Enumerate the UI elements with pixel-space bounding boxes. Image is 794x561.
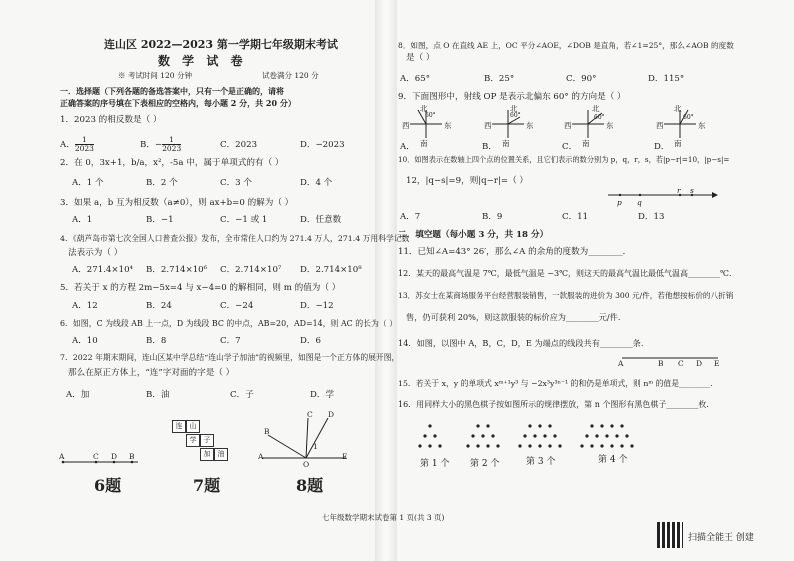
q6-option-b: B．8 <box>146 336 167 346</box>
q7-option-d: D．学 <box>310 390 335 400</box>
q1-a-fraction: $\frac{1}{2023}$ <box>74 135 94 153</box>
q1-option-b: B．− $\frac{1}{2023}$ <box>140 135 182 153</box>
fig10-label-r: r <box>677 186 681 195</box>
q8-option-a: A．65° <box>400 74 431 84</box>
q10-option-a: A．7 <box>400 212 421 222</box>
fig7-cell-xue: 学 <box>186 434 200 447</box>
fig9d-west: 西 <box>656 121 664 130</box>
q5-option-a: A．12 <box>72 301 98 311</box>
fig8-label-c: C <box>307 410 313 419</box>
q9-option-d: D． <box>654 142 670 152</box>
section1-heading-line2: 正确答案的序号填在下表相应的空格内，每小题 2 分，共 20 分） <box>60 98 296 108</box>
fig10-label-s: s <box>690 186 694 195</box>
fig6-label-a: A <box>59 452 65 461</box>
section2-heading: 二．填空题（每小题 3 分，共 18 分） <box>398 230 549 240</box>
qr-code-icon <box>657 522 683 548</box>
q2-option-c: C．3 个 <box>220 178 252 188</box>
q7-stem-line2: 那么在原正方体上，“连”字对面的字是（ ） <box>68 368 235 378</box>
q1-stem: 1．2023 的相反数是（ ） <box>60 115 162 125</box>
q10-stem-line1: 10．如图表示在数轴上四个点的位置关系，且它们表示的数分别为 p，q，r，s，若|p−r|=10，|p−s|= <box>398 155 730 164</box>
fig9b-north: 北 <box>510 104 518 113</box>
fig16-label-2: 第 2 个 <box>470 459 500 469</box>
q3-option-c: C．−1 或 1 <box>220 215 268 225</box>
fig6-label-b: B <box>129 452 135 461</box>
q10-option-b: B．9 <box>482 212 503 222</box>
q6-option-a: A．10 <box>72 336 98 346</box>
question-14: 14．如图，以图中 A，B，C，D，E 为端点的线段共有________条． <box>398 338 650 348</box>
fig14-label-b: B <box>658 359 664 368</box>
fig8-label-1: 1 <box>313 442 318 451</box>
fig14-label-c: C <box>678 359 684 368</box>
q2-option-d: D．4 个 <box>300 178 333 188</box>
fig7-caption: 7题 <box>193 476 221 495</box>
q8-option-c: C．90° <box>566 74 597 84</box>
fig9b-east: 东 <box>526 121 534 130</box>
fig9a-angle: 60° <box>425 112 436 119</box>
q10-option-d: D．13 <box>638 212 665 222</box>
q7-stem-line1: 7．2022 年期末期间，连山区某中学总结“连山学子加油”的视频里，如图是一个正方体的展开图， <box>60 353 400 362</box>
q3-option-b: B．−1 <box>146 215 174 225</box>
q1-option-a: A． $\frac{1}{2023}$ <box>60 135 94 153</box>
q4-option-a: A．271.4×10⁴ <box>72 265 133 275</box>
q3-option-d: D．任意数 <box>300 215 342 225</box>
fig16-pattern-3 <box>518 424 561 447</box>
fig9c-west: 西 <box>564 121 572 130</box>
fig9b-angle: 60° <box>510 112 521 119</box>
fig16-label-4: 第 4 个 <box>598 455 628 465</box>
q6-option-c: C．7 <box>220 336 241 346</box>
q1-b-fraction: $\frac{1}{2023}$ <box>162 135 182 153</box>
fig7-cell-shan: 山 <box>186 420 200 433</box>
fig8-label-e: E <box>342 452 348 461</box>
fig6-label-d: D <box>111 452 118 461</box>
scanner-watermark: 扫描全能王 创建 <box>688 533 754 543</box>
fig16-label-3: 第 3 个 <box>526 457 556 467</box>
fig9b-south: 南 <box>502 139 510 148</box>
fig8-caption: 8题 <box>296 476 324 495</box>
fig10-label-q: q <box>637 198 642 207</box>
fig9a-north: 北 <box>420 104 428 113</box>
q9-option-c: C． <box>562 142 578 152</box>
page-footer: 七年级数学期末试卷第 1 页(共 3 页) <box>322 513 445 522</box>
q4-option-b: B．2.714×10⁶ <box>146 265 208 275</box>
q5-option-b: B．24 <box>146 301 172 311</box>
q3-option-a: A．1 <box>72 215 93 225</box>
fig6-caption: 6题 <box>94 476 122 495</box>
fig8-label-a: A <box>258 452 264 461</box>
fig8-label-o: O <box>303 460 310 469</box>
q4-stem-line2: 法表示为（ ） <box>68 248 123 258</box>
q7-option-a: A．加 <box>66 390 90 400</box>
fig16-label-1: 第 1 个 <box>420 459 450 469</box>
q4-option-d: D．2.714×10⁸ <box>300 265 362 275</box>
q9-option-b: B． <box>482 142 497 152</box>
fig9d-east: 东 <box>698 121 706 130</box>
fig9a-west: 西 <box>402 121 410 130</box>
fig9a-south: 南 <box>420 139 428 148</box>
exam-score: 试卷满分 120 分 <box>262 71 319 80</box>
question-16: 16．用同样大小的黑色棋子按如图所示的规律摆放，第 n 个图形有黑色棋子________枚． <box>398 400 715 409</box>
fig9d-angle: 60° <box>683 114 694 121</box>
fig9c-angle: 60° <box>594 114 605 121</box>
fig10-label-p: p <box>617 198 622 207</box>
fig9c-south: 南 <box>582 139 590 148</box>
fig6-label-c: C <box>93 452 99 461</box>
q5-stem: 5．若关于 x 的方程 2m−5x=4 与 x−4=0 的解相同，则 m 的值为（ ） <box>60 283 341 293</box>
fig16-pattern-1 <box>418 424 441 447</box>
q2-option-b: B．2 个 <box>146 178 178 188</box>
q1-option-c: C．2023 <box>220 140 258 150</box>
q6-stem: 6．如图，C 为线段 AB 上一点，D 为线段 BC 的中点，AB=20，AD=14，则 AC 的长为（ ） <box>60 319 398 328</box>
q9-option-a: A． <box>400 142 415 152</box>
fig7-cell-zi: 子 <box>200 434 214 447</box>
q4-option-c: C．2.714×10⁷ <box>220 265 282 275</box>
q7-option-c: C．子 <box>230 390 254 400</box>
q6-option-d: D．6 <box>300 336 321 346</box>
q4-stem-line1: 4．《葫芦岛市第七次全国人口普查公报》发布，全市常住人口约为 271.4 万人，271.4 万用科学记数 <box>60 234 410 243</box>
question-11: 11．已知∠A=43° 26′，那么∠A 的余角的度数为________． <box>398 247 632 257</box>
fig9d-north: 北 <box>674 104 682 113</box>
fig8-label-d: D <box>328 410 335 419</box>
fig7-cell-jia: 加 <box>200 448 214 461</box>
q5-option-c: C．−24 <box>220 301 254 311</box>
q1-option-d: D．−2023 <box>300 140 345 150</box>
fig7-cell-you: 油 <box>214 448 228 461</box>
q8-option-d: D．115° <box>648 74 685 84</box>
q8-stem-line1: 8．如图，点 O 在直线 AE 上，OC 平分∠AOE，∠DOB 是直角，若∠1=25°，那么∠AOB 的度数 <box>398 41 734 50</box>
fig14-label-e: E <box>714 359 720 368</box>
fig9c-north: 北 <box>592 104 600 113</box>
fig14-label-d: D <box>696 359 703 368</box>
q7-option-b: B．油 <box>146 390 170 400</box>
exam-subtitle: 数 学 试 卷 <box>158 54 247 68</box>
q2-option-a: A．1 个 <box>72 178 104 188</box>
q3-stem: 3．如果 a，b 互为相反数（a≠0），则 ax+b=0 的解为（ ） <box>60 198 294 208</box>
q8-option-b: B．25° <box>484 74 515 84</box>
q5-option-d: D．−12 <box>300 301 334 311</box>
q10-option-c: C．11 <box>562 212 589 222</box>
q10-stem-line2: 12，|q−s|=9，则|q−r|=（ ） <box>406 176 529 186</box>
q9-stem: 9．下面图形中，射线 OP 是表示北偏东 60° 的方向是（ ） <box>398 92 626 102</box>
fig7-cell-lian: 连 <box>172 420 186 433</box>
section1-heading-line1: 一．选择题（下列各题的备选答案中，只有一个是正确的，请将 <box>60 86 284 96</box>
fig16-pattern-2 <box>466 424 499 447</box>
exam-title: 连山区 2022—2023 第一学期七年级期末考试 <box>104 38 338 51</box>
fig9a-east: 东 <box>444 121 452 130</box>
fig9b-west: 西 <box>484 121 492 130</box>
question-15: 15．若关于 x，y 的单项式 xᵐ⁺¹y³ 与 −2x³y³ⁿ⁻¹ 的和仍是单项式，则 nᵐ 的值是________． <box>398 379 718 388</box>
fig8-label-b: B <box>264 427 270 436</box>
fig14-label-a: A <box>618 359 624 368</box>
question-13-line2: 售，仍可获利 20%，则这款服装的标价应为________元/件． <box>406 312 627 322</box>
fig16-pattern-4 <box>580 424 633 447</box>
q2-stem: 2．在 0，3x+1，b/a，x²，-5a 中，属于单项式的有（ ） <box>60 158 284 168</box>
exam-time: ※ 考试时间 120 分钟 <box>118 71 192 80</box>
fig9d-south: 南 <box>674 139 682 148</box>
q8-stem-line2: 是（ ） <box>406 53 435 63</box>
question-12: 12．某天的最高气温是 7℃，最低气温是 −3℃，则这天的最高气温比最低气温高________℃． <box>398 269 737 278</box>
fig9c-east: 东 <box>606 121 614 130</box>
question-13-line1: 13．苏女士在某商场服务平台经营服装销售，一款服装的进价为 300 元/件，若他想按标价的八折销 <box>398 291 734 300</box>
